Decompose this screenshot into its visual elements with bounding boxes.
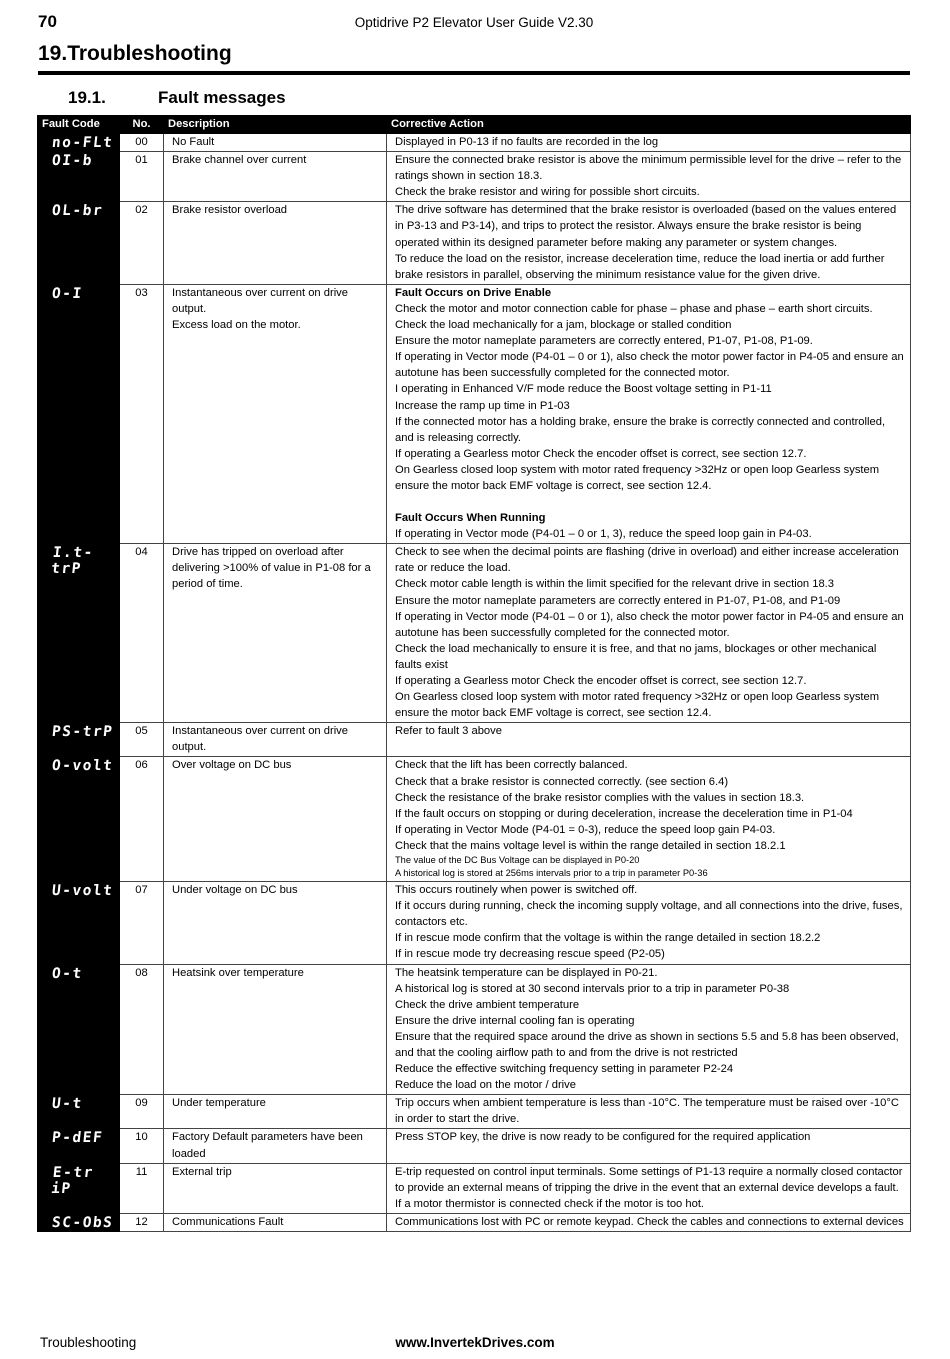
fault-code-display: U-volt: [51, 883, 115, 900]
fault-code-display: O-t: [51, 965, 84, 982]
fault-code-display: P-dEF: [51, 1130, 104, 1147]
fault-description: [164, 1213, 387, 1231]
description-line: Drive has tripped on overload after delivering >100% of value in P1-08 for a period of time.: [172, 546, 371, 591]
action-line: If operating a Gearless motor Check the encoder offset is correct, see section 12.7.: [395, 447, 807, 460]
header-description: Description: [164, 116, 387, 134]
action-line: On Gearless closed loop system with motor rated frequency >32Hz or open loop Gearless system ensure the motor back EMF voltage is correct, see section 12.4.: [395, 691, 880, 720]
action-line: I operating in Enhanced V/F mode reduce the Boost voltage setting in P1-11: [395, 383, 772, 396]
action-line: Reduce the load on the motor / drive: [395, 1079, 576, 1092]
action-line: If the connected motor has a holding brake, ensure the brake is correctly connected and controlled, and is releasing correctly.: [395, 415, 886, 444]
action-line: To reduce the load on the resistor, increase deceleration time, reduce the load inertia or add further brake resistors in parallel, observing the minimum resistance value for the given drive.: [395, 252, 885, 281]
corrective-action: [387, 757, 911, 882]
description-line: Brake channel over current: [172, 154, 307, 167]
corrective-action: [387, 723, 911, 757]
action-line: The value of the DC Bus Voltage can be displayed in P0-20: [395, 855, 640, 866]
corrective-action: [387, 134, 911, 152]
fault-code-display: O-I: [51, 285, 84, 302]
table-row: [38, 1095, 911, 1129]
fault-number: 07: [120, 882, 164, 964]
description-line: Factory Default parameters have been loaded: [172, 1131, 363, 1160]
action-line: Displayed in P0-13 if no faults are recorded in the log: [395, 136, 659, 148]
action-line: A historical log is stored at 30 second intervals prior to a trip in parameter P0-38: [395, 982, 790, 995]
fault-number: 00: [120, 134, 164, 152]
fault-description: [164, 134, 387, 152]
action-line: Ensure the connected brake resistor is above the minimum permissible level for the drive – refer to the ratings shown in section 18.3.: [395, 154, 902, 183]
fault-code-display: no-FLt: [51, 135, 115, 151]
chapter-title: 19.Troubleshooting: [38, 42, 232, 65]
fault-code-display: E-tr iP: [50, 1164, 95, 1197]
action-line: Press STOP key, the drive is now ready to be configured for the required application: [395, 1131, 811, 1144]
action-line: The drive software has determined that the brake resistor is overloaded (based on the values entered in P3-13 and P3-14), and trips to protect the resistor. Always ensure the brake resistor is being operated within its designed parameter before making any parameter or system changes.: [395, 204, 897, 249]
action-line: Check that a brake resistor is connected correctly. (see section 6.4): [395, 775, 729, 788]
action-line: If operating in Vector mode (P4-01 – 0 or 1, 3), reduce the speed loop gain in P4-03.: [395, 528, 812, 541]
description-line: Heatsink over temperature: [172, 966, 304, 979]
corrective-action: [387, 964, 911, 1095]
header-fault-code: Fault Code: [38, 116, 120, 134]
action-line: If operating in Vector Mode (P4-01 = 0-3), reduce the speed loop gain P4-03.: [395, 823, 776, 836]
fault-code-cell: [38, 1129, 120, 1163]
action-line: If in rescue mode try decreasing rescue speed (P2-05): [395, 948, 665, 961]
description-line: No Fault: [172, 136, 215, 148]
corrective-action: [387, 1213, 911, 1231]
action-line: Check the brake resistor and wiring for possible short circuits.: [395, 186, 700, 199]
corrective-action: [387, 544, 911, 723]
fault-code-cell: [38, 1163, 120, 1213]
action-line: Ensure the motor nameplate parameters are correctly entered in P1-07, P1-08, and P1-09: [395, 594, 841, 607]
fault-code-display: OI-b: [51, 153, 94, 170]
table-row: [38, 284, 911, 543]
fault-code-cell: [38, 134, 120, 152]
description-line: Under temperature: [172, 1097, 266, 1110]
corrective-action: [387, 882, 911, 964]
action-line: Ensure the motor nameplate parameters are correctly entered, P1-07, P1-08, P1-09.: [395, 335, 813, 348]
fault-number: 06: [120, 757, 164, 882]
action-line: If the fault occurs on stopping or during deceleration, increase the deceleration time in P1-04: [395, 807, 853, 820]
description-line: External trip: [172, 1165, 232, 1178]
action-line: On Gearless closed loop system with motor rated frequency >32Hz or open loop Gearless system ensure the motor back EMF voltage is correct, see section 12.4.: [395, 463, 880, 492]
fault-number: 05: [120, 723, 164, 757]
header-corrective-action: Corrective Action: [387, 116, 911, 134]
fault-description: [164, 723, 387, 757]
action-line: [395, 494, 906, 510]
fault-number: 10: [120, 1129, 164, 1163]
fault-code-cell: [38, 757, 120, 882]
table-row: [38, 1213, 911, 1231]
document-title: Optidrive P2 Elevator User Guide V2.30: [354, 15, 594, 30]
table-row: [38, 964, 911, 1095]
description-line: Instantaneous over current on drive output.: [172, 725, 348, 754]
table-row: [38, 544, 911, 723]
fault-description: [164, 882, 387, 964]
fault-code-display: OL-br: [51, 203, 104, 220]
description-line: Brake resistor overload: [172, 204, 288, 217]
table-row: [38, 202, 911, 284]
fault-code-cell: [38, 723, 120, 757]
table-row: [38, 723, 911, 757]
table-row: [38, 757, 911, 882]
action-line: A historical log is stored at 256ms intervals prior to a trip in parameter P0-36: [395, 868, 708, 879]
fault-table: [37, 115, 911, 1232]
fault-number: 09: [120, 1095, 164, 1129]
table-row: [38, 152, 911, 202]
fault-table-header: [38, 116, 911, 134]
table-row: [38, 882, 911, 964]
fault-description: [164, 757, 387, 882]
fault-code-cell: [38, 284, 120, 543]
action-line: The heatsink temperature can be displayed in P0-21.: [395, 966, 658, 979]
fault-code-cell: [38, 964, 120, 1095]
fault-description: [164, 1163, 387, 1213]
corrective-action: [387, 1129, 911, 1163]
action-line: If in rescue mode confirm that the voltage is within the range detailed in section 18.2.2: [395, 932, 821, 945]
fault-description: [164, 152, 387, 202]
corrective-action: [387, 202, 911, 284]
fault-description: [164, 1095, 387, 1129]
description-line: Under voltage on DC bus: [172, 884, 298, 897]
fault-code-display: I.t-trP: [50, 545, 95, 578]
fault-code-cell: [38, 882, 120, 964]
section-title: Fault messages: [158, 88, 286, 107]
fault-code-display: O-volt: [51, 758, 115, 775]
fault-description: [164, 964, 387, 1095]
table-row: [38, 134, 911, 152]
section-number: 19.1.: [68, 88, 106, 107]
action-line: This occurs routinely when power is switched off.: [395, 884, 638, 897]
fault-description: [164, 202, 387, 284]
action-line: Refer to fault 3 above: [395, 725, 502, 738]
action-subheading: Fault Occurs on Drive Enable: [395, 286, 552, 299]
description-line: Over voltage on DC bus: [172, 759, 292, 772]
description-line: Communications Fault: [172, 1215, 284, 1228]
fault-code-cell: [38, 152, 120, 202]
description-line: Excess load on the motor.: [172, 319, 301, 332]
action-line: Ensure the drive internal cooling fan is operating: [395, 1014, 635, 1027]
header-number: No.: [120, 116, 164, 134]
action-line: Check the resistance of the brake resistor complies with the values in section 18.3.: [395, 791, 805, 804]
action-line: If operating in Vector mode (P4-01 – 0 or 1), also check the motor power factor in P4-05 and ensure an autotune has been successfully completed for the connected motor.: [395, 351, 904, 380]
corrective-action: [387, 1163, 911, 1213]
fault-code-cell: [38, 202, 120, 284]
footer-website: www.InvertekDrives.com: [395, 1335, 555, 1350]
fault-code-cell: [38, 544, 120, 723]
page-number: 70: [38, 12, 57, 31]
corrective-action: [387, 284, 911, 543]
fault-code-cell: [38, 1213, 120, 1231]
action-line: Check to see when the decimal points are flashing (drive in overload) and either increase acceleration rate or reduce the load.: [395, 546, 899, 575]
action-line: Check that the mains voltage level is within the range detailed in section 18.2.1: [395, 839, 786, 852]
fault-number: 08: [120, 964, 164, 1095]
action-line: Check the load mechanically for a jam, blockage or stalled condition: [395, 319, 732, 332]
fault-code-cell: [38, 1095, 120, 1129]
corrective-action: [387, 1095, 911, 1129]
action-line: If it occurs during running, check the incoming supply voltage, and all connections into the drive, fuses, contactors etc.: [395, 900, 903, 929]
action-subheading: Fault Occurs When Running: [395, 512, 546, 525]
footer-section: Troubleshooting: [40, 1335, 137, 1350]
fault-number: 11: [120, 1163, 164, 1213]
action-line: Trip occurs when ambient temperature is less than -10°C. The temperature must be raised over -10°C in order to start the drive.: [395, 1097, 899, 1126]
fault-code-display: U-t: [51, 1096, 84, 1113]
fault-number: 12: [120, 1213, 164, 1231]
fault-code-display: PS-trP: [51, 724, 115, 741]
table-row: [38, 1129, 911, 1163]
action-line: Check the motor and motor connection cable for phase – phase and phase – earth short circuits.: [395, 302, 873, 315]
action-line: If operating in Vector mode (P4-01 – 0 or 1), also check the motor power factor in P4-05 and ensure an autotune has been successfully completed for the connected motor.: [395, 610, 904, 639]
action-line: Check the drive ambient temperature: [395, 998, 580, 1011]
description-line: Instantaneous over current on drive output.: [172, 286, 348, 315]
fault-description: [164, 544, 387, 723]
title-rule: [38, 71, 910, 75]
fault-description: [164, 1129, 387, 1163]
fault-number: 03: [120, 284, 164, 543]
fault-number: 01: [120, 152, 164, 202]
action-line: Check the load mechanically to ensure it is free, and that no jams, blockages or other mechanical faults exist: [395, 642, 877, 671]
fault-number: 02: [120, 202, 164, 284]
page-header: [38, 12, 910, 36]
fault-table-body: [38, 134, 911, 1232]
fault-description: [164, 284, 387, 543]
action-line: Communications lost with PC or remote keypad. Check the cables and connections to external devices: [395, 1215, 904, 1228]
action-line: Reduce the effective switching frequency setting in parameter P2-24: [395, 1063, 734, 1076]
action-line: Ensure that the required space around the drive as shown in sections 5.5 and 5.8 has been observed, and that the cooling airflow path to and from the drive is not restricted: [395, 1030, 899, 1059]
fault-number: 04: [120, 544, 164, 723]
table-row: [38, 1163, 911, 1213]
action-line: Check motor cable length is within the limit specified for the relevant drive in section 18.3: [395, 578, 835, 591]
action-line: E-trip requested on control input terminals. Some settings of P1-13 require a normally closed contactor to provide an external means of tripping the drive in the event that an external device develops a fault. If a motor thermistor is connected check if the motor is too hot.: [395, 1165, 903, 1210]
action-line: Increase the ramp up time in P1-03: [395, 399, 570, 412]
corrective-action: [387, 152, 911, 202]
action-line: If operating a Gearless motor Check the encoder offset is correct, see section 12.7.: [395, 675, 807, 687]
action-line: Check that the lift has been correctly balanced.: [395, 759, 628, 772]
fault-code-display: SC-ObS: [51, 1214, 115, 1231]
